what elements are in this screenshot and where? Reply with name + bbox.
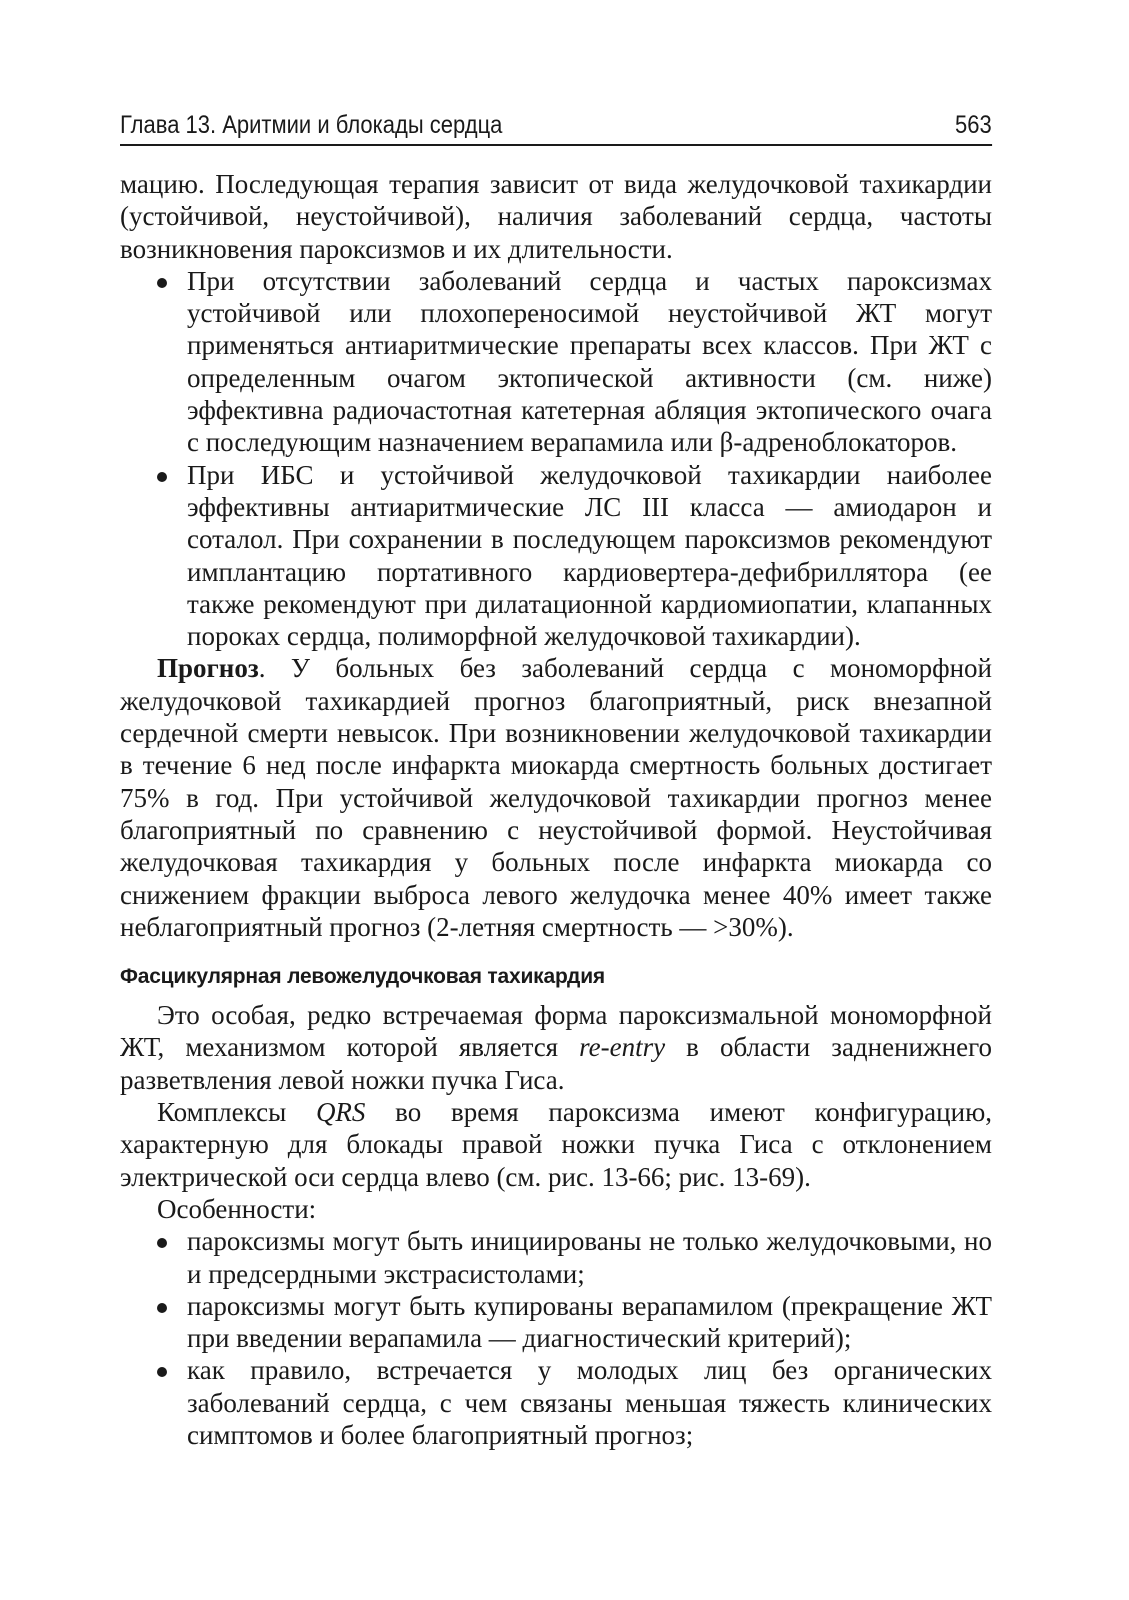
features-label: Особенности:	[157, 1193, 317, 1224]
running-head	[120, 108, 992, 146]
prognosis-paragraph	[120, 652, 992, 943]
list-item-text: пароксизмы могут быть купированы верапамилом (прекращение ЖТ при введении верапамила — диагностический критерий);	[187, 1290, 992, 1354]
bullet-icon	[157, 1238, 167, 1248]
bullet-icon	[157, 1367, 167, 1377]
list-item	[187, 265, 992, 459]
section-paragraph-1	[120, 999, 992, 1096]
bullet-icon	[157, 1303, 167, 1313]
list-item-text: При ИБС и устойчивой желудочковой тахикардии наиболее эффективны антиаритмические ЛС III класса — амиодарон и соталол. При сохранении в последующем пароксизмов рекомендуют имплантацию портативного кардиовертера-дефибриллятора (ее также рекомендуют при дилатационной кардиомиопатии, клапанных пороках сердца, полиморфной желудочковой тахикардии).	[187, 459, 992, 652]
body-text	[120, 168, 992, 1451]
list-item	[187, 1290, 992, 1355]
section-paragraph-2	[120, 1096, 992, 1193]
text-run: Это особая, редко встречаемая форма пароксизмальной мономорфной ЖТ, механизмом которой является	[120, 1000, 992, 1063]
text-run: в области задненижнего разветвления левой ножки пучка Гиса.	[120, 1032, 992, 1095]
chapter-title: Глава 13. Аритмии и блокады сердца	[120, 111, 503, 139]
bullet-icon	[157, 278, 167, 288]
list-item-text: как правило, встречается у молодых лиц без органических заболеваний сердца, с чем связаны меньшая тяжесть клинических симптомов и более благоприятный прогноз;	[187, 1355, 992, 1450]
intro-paragraph: мацию. Последующая терапия зависит от вида желудочковой тахикардии (устойчивой, неустойчивой), наличия заболеваний сердца, частоты возникновения пароксизмов и их длительности.	[120, 169, 992, 264]
list-item-text: пароксизмы могут быть инициированы не только желудочковыми, но и предсердными экстрасистолами;	[187, 1226, 992, 1289]
list-item-text: При отсутствии заболеваний сердца и частых пароксизмах устойчивой или плохопереносимой неустойчивой ЖТ могут применяться антиаритмические препараты всех классов. При ЖТ с определенным очагом эктопической активности (см. ниже) эффективна радиочастотная катетерная абляция эктопического очага с последующим назначением верапамила или β-адреноблокаторов.	[187, 265, 992, 458]
list-item	[187, 1354, 992, 1451]
bullet-icon	[157, 472, 167, 482]
italic-term: re-entry	[579, 1032, 666, 1063]
page-number: 563	[954, 111, 992, 139]
list-item	[187, 1225, 992, 1290]
features-bullet-list	[120, 1225, 992, 1451]
therapy-bullet-list	[120, 265, 992, 653]
text-run: во время пароксизма имеют конфигурацию, характерную для блокады правой ножки пучка Гиса с отклонением электрической оси сердца влево (см. рис. 13-66; рис. 13-69).	[120, 1097, 992, 1192]
italic-term: QRS	[315, 1097, 366, 1128]
prognosis-label: Прогноз	[157, 653, 259, 684]
book-page	[120, 108, 992, 1451]
text-run: Комплексы	[157, 1097, 316, 1128]
prognosis-text: . У больных без заболеваний сердца с мономорфной желудочковой тахикардией прогноз благоприятный, риск внезапной сердечной смерти невысок. При возникновении желудочковой тахикардии в течение 6 нед после инфаркта миокарда смертность больных достигает 75% в год. При устойчивой желудочковой тахикардии прогноз менее благоприятный по сравнению с неустойчивой формой. Неустойчивая желудочковая тахикардия у больных после инфаркта миокарда со снижением фракции выброса левого желудочка менее 40% имеет также неблагоприятный прогноз (2-летняя смертность — >30%).	[120, 653, 992, 942]
list-item	[187, 459, 992, 653]
section-heading: Фасцикулярная левожелудочковая тахикардия	[120, 965, 605, 989]
